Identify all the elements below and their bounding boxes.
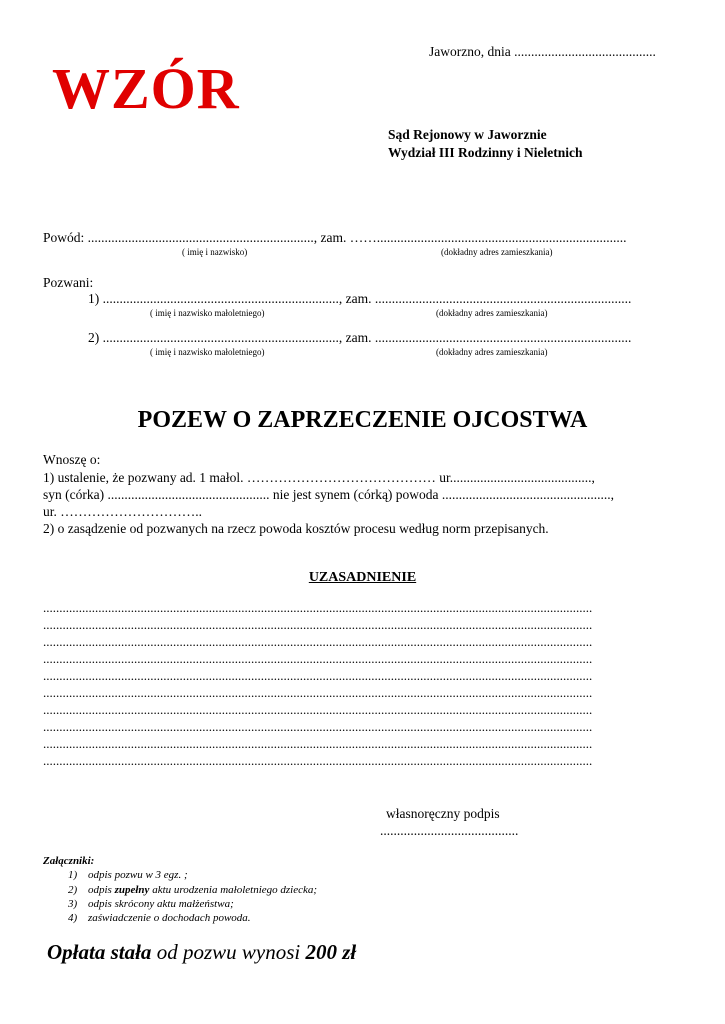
fee-label: Opłata stała — [47, 940, 152, 964]
justification-line: ......................................................................................................................................................................... — [43, 600, 593, 615]
attachment-item: odpis skrócony aktu małżeństwa; — [88, 898, 234, 910]
attachment-text-pre: odpis — [88, 884, 115, 896]
fee-middle: od pozwu wynosi — [151, 940, 306, 964]
defendants-label: Pozwani: — [43, 275, 94, 290]
fee-note — [47, 940, 356, 965]
place-and-date: Jaworzno, dnia .......................................... — [429, 44, 656, 59]
attachment-number: 2) — [68, 884, 78, 896]
document-title: POZEW O ZAPRZECZENIE OJCOSTWA — [137, 407, 588, 433]
justification-line: ......................................................................................................................................................................... — [43, 702, 593, 717]
fee-amount: 200 zł — [305, 940, 357, 964]
attachment-item: zaświadczenie o dochodach powoda. — [88, 912, 251, 924]
attachment-number: 3) — [68, 898, 78, 910]
plaintiff-line: Powód: ..................................................................., zam. …….......................................................................... — [43, 230, 627, 245]
plaintiff-name-hint: ( imię i nazwisko) — [182, 247, 248, 257]
justification-line: ......................................................................................................................................................................... — [43, 668, 593, 683]
justification-line: ......................................................................................................................................................................... — [43, 753, 593, 768]
defendant-1-line: 1) ......................................................................, zam. ............................................................................ — [88, 291, 632, 306]
request-line-4: 2) o zasądzenie od pozwanych na rzecz powoda kosztów procesu według norm przepisanych. — [43, 521, 549, 536]
justification-line: ......................................................................................................................................................................... — [43, 634, 593, 649]
justification-line: ......................................................................................................................................................................... — [43, 685, 593, 700]
attachments-label: Załączniki: — [43, 855, 95, 867]
signature-line: ......................................... — [380, 823, 519, 838]
justification-heading: UZASADNIENIE — [308, 570, 417, 585]
request-intro: Wnoszę o: — [43, 452, 101, 467]
attachment-item — [88, 884, 317, 896]
justification-line: ......................................................................................................................................................................... — [43, 617, 593, 632]
defendant-1-name-hint: ( imię i nazwisko małoletniego) — [150, 308, 265, 318]
defendant-1-address-hint: (dokładny adres zamieszkania) — [436, 308, 548, 318]
attachment-number: 1) — [68, 869, 78, 881]
defendant-2-address-hint: (dokładny adres zamieszkania) — [436, 347, 548, 357]
request-line-1: 1) ustalenie, że pozwany ad. 1 małol. …………………………………… ur.........................................., — [43, 470, 595, 485]
request-line-2: syn (córka) ................................................ nie jest synem (córką) powoda .................................................., — [43, 487, 615, 502]
attachment-item: odpis pozwu w 3 egz. ; — [88, 869, 188, 881]
justification-line: ......................................................................................................................................................................... — [43, 736, 593, 751]
court-name: Sąd Rejonowy w Jaworznie — [388, 127, 547, 142]
defendant-2-name-hint: ( imię i nazwisko małoletniego) — [150, 347, 265, 357]
watermark-stamp: WZÓR — [52, 56, 240, 121]
justification-line: ......................................................................................................................................................................... — [43, 719, 593, 734]
defendant-2-line: 2) ......................................................................, zam. ............................................................................ — [88, 330, 632, 345]
signature-label: własnoręczny podpis — [386, 806, 500, 821]
attachment-text-bold: zupełny — [114, 884, 150, 896]
attachment-text-post: aktu urodzenia małoletniego dziecka; — [149, 884, 318, 896]
justification-line: ......................................................................................................................................................................... — [43, 651, 593, 666]
court-department: Wydział III Rodzinny i Nieletnich — [388, 145, 583, 160]
attachment-number: 4) — [68, 912, 78, 924]
request-line-3: ur. ………………………….. — [43, 504, 203, 519]
plaintiff-address-hint: (dokładny adres zamieszkania) — [441, 247, 553, 257]
